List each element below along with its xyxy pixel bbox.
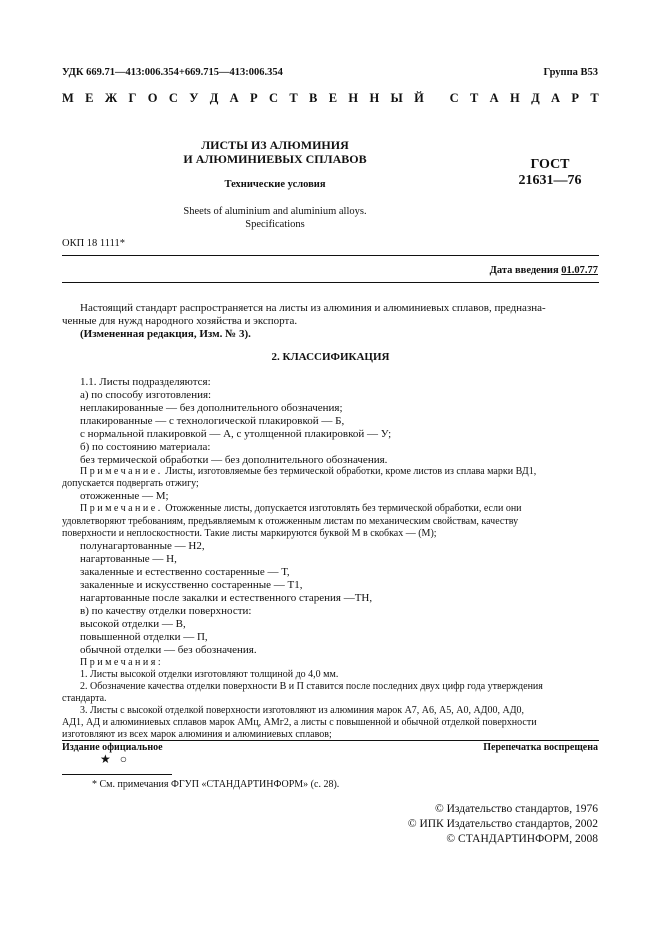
gost-number-block: [500, 157, 600, 189]
heading-letter: М: [62, 91, 74, 105]
copyright-line: © ИПК Издательство стандартов, 2002: [407, 818, 598, 830]
circle-icon: ○: [119, 752, 128, 766]
heading-letter: Ы: [390, 91, 403, 105]
note-1-line-2: допускается подвергать отжигу;: [62, 478, 199, 489]
list-item: закаленные и естественно состаренные — Т,: [80, 566, 290, 578]
list-item: с нормальной плакировкой — А, с утолщенной плакировкой — У;: [80, 428, 392, 440]
list-item: неплакированные — без дополнительного обозначения;: [80, 402, 343, 414]
official-edition: Издание официальное: [62, 742, 163, 753]
notes-label: Примечания:: [80, 657, 164, 668]
intro-date-label: Дата введения: [489, 265, 562, 276]
divider: [62, 740, 599, 741]
standard-heading: [62, 91, 599, 106]
english-title-line-2: Specifications: [245, 219, 305, 230]
list-item: отожженные — М;: [80, 490, 169, 502]
english-title: [130, 205, 420, 231]
heading-letter: С: [449, 91, 459, 105]
footnote-divider: [62, 774, 172, 775]
gost-label: ГОСТ: [530, 157, 570, 172]
heading-letter: Т: [590, 91, 599, 105]
list-item: без термической обработки — без дополнительного обозначения.: [80, 454, 388, 466]
divider: [62, 282, 599, 283]
note-text: Листы, изготовляемые без термической обработки, кроме листов из сплава марки ВД1,: [162, 466, 537, 477]
note-item: изготовляют из всех марок алюминия и алюминиевых сплавов;: [62, 729, 332, 740]
heading-letter: Ж: [104, 91, 118, 105]
intro-line-1: Настоящий стандарт распространяется на листы из алюминия и алюминиевых сплавов, предназна-: [80, 302, 546, 314]
note-item: 2. Обозначение качества отделки поверхности В и П ставится после последних двух цифр года утверждения: [80, 681, 543, 692]
note-1: [80, 466, 536, 479]
heading-letter: Й: [414, 91, 424, 105]
okp-code: ОКП 18 1111*: [62, 238, 125, 249]
list-item: высокой отделки — В,: [80, 618, 186, 630]
copyright-line: © Издательство стандартов, 1976: [434, 803, 598, 815]
document-title: [150, 138, 400, 166]
list-item: закаленные и искусственно состаренные — Т1,: [80, 579, 303, 591]
star-icon: ★: [100, 752, 111, 766]
list-item: обычной отделки — без обозначения.: [80, 644, 257, 656]
heading-letter: У: [189, 91, 199, 105]
intro-date-value: 01.07.77: [561, 265, 598, 276]
list-item: а) по способу изготовления:: [80, 389, 212, 401]
clause-1-1: 1.1. Листы подразделяются:: [80, 376, 211, 388]
note-2: [80, 503, 522, 516]
note-item: 3. Листы с высокой отделкой поверхности изготовляют из алюминия марок А7, А6, А5, А0, АД00, АД0,: [80, 705, 525, 716]
heading-letter: Г: [128, 91, 137, 105]
list-item: плакированные — с технологической плакировкой — Б,: [80, 415, 345, 427]
intro-line-2: ченные для нужд народного хозяйства и экспорта.: [62, 315, 298, 327]
heading-letter: Т: [289, 91, 298, 105]
heading-letter: [435, 91, 438, 106]
note-text: Отожженные листы, допускается изготовлять без термической обработки, если они: [162, 503, 522, 514]
heading-letter: Д: [209, 91, 219, 105]
heading-letter: С: [168, 91, 178, 105]
heading-letter: Н: [510, 91, 520, 105]
reprint-notice: Перепечатка воспрещена: [483, 742, 598, 753]
gost-number: 21631—76: [518, 173, 582, 188]
note-label: Примечание.: [80, 466, 163, 477]
heading-letter: Р: [250, 91, 258, 105]
title-line-2: И АЛЮМИНИЕВЫХ СПЛАВОВ: [183, 152, 367, 166]
heading-letter: О: [147, 91, 158, 105]
heading-letter: С: [269, 91, 279, 105]
amendment-note: (Измененная редакция, Изм. № 3).: [80, 328, 251, 340]
copyright-line: © СТАНДАРТИНФОРМ, 2008: [446, 833, 598, 845]
list-item: полунагартованные — Н2,: [80, 540, 205, 552]
note-label: Примечание.: [80, 503, 163, 514]
note-item: АД1, АД и алюминиевых сплавов марок АМц, АМг2, а листы с повышенной и обычной отделкой поверхности: [62, 717, 537, 728]
note-item: 1. Листы высокой отделки изготовляют толщиной до 4,0 мм.: [80, 669, 339, 680]
heading-letter: Н: [348, 91, 359, 105]
heading-letter: Е: [85, 91, 94, 105]
heading-letter: А: [229, 91, 239, 105]
list-item: в) по качеству отделки поверхности:: [80, 605, 252, 617]
group-code: Группа В53: [543, 67, 598, 78]
intro-date: [490, 265, 598, 276]
edition-marks: [100, 752, 127, 767]
heading-letter: А: [489, 91, 499, 105]
list-item: б) по состоянию материала:: [80, 441, 211, 453]
heading-letter: Н: [369, 91, 380, 105]
english-title-line-1: Sheets of aluminium and aluminium alloys.: [183, 206, 367, 217]
footnote: * См. примечания ФГУП «СТАНДАРТИНФОРМ» (с. 28).: [92, 779, 340, 790]
heading-letter: А: [551, 91, 561, 105]
list-item: нагартованные после закалки и естественного старения —ТН,: [80, 592, 373, 604]
heading-letter: Д: [531, 91, 540, 105]
heading-letter: В: [309, 91, 318, 105]
heading-letter: Р: [571, 91, 580, 105]
divider: [62, 255, 599, 256]
udk-code: УДК 669.71—413:006.354+669.715—413:006.354: [62, 67, 283, 78]
heading-letter: Т: [469, 91, 479, 105]
note-2-line-2: удовлетворяют требованиям, предъявляемым к отожженным листам по механическим свойствам, качеству: [62, 516, 519, 527]
list-item: нагартованные — Н,: [80, 553, 177, 565]
title-line-1: ЛИСТЫ ИЗ АЛЮМИНИЯ: [201, 138, 349, 152]
subtitle: Технические условия: [224, 179, 326, 190]
list-item: повышенной отделки — П,: [80, 631, 208, 643]
heading-letter: Е: [328, 91, 338, 105]
note-2-line-3: поверхности и неплоскостности. Такие листы маркируются буквой М в скобках — (М);: [62, 528, 437, 539]
section-title: 2. КЛАССИФИКАЦИЯ: [271, 351, 390, 363]
note-item: стандарта.: [62, 693, 107, 704]
